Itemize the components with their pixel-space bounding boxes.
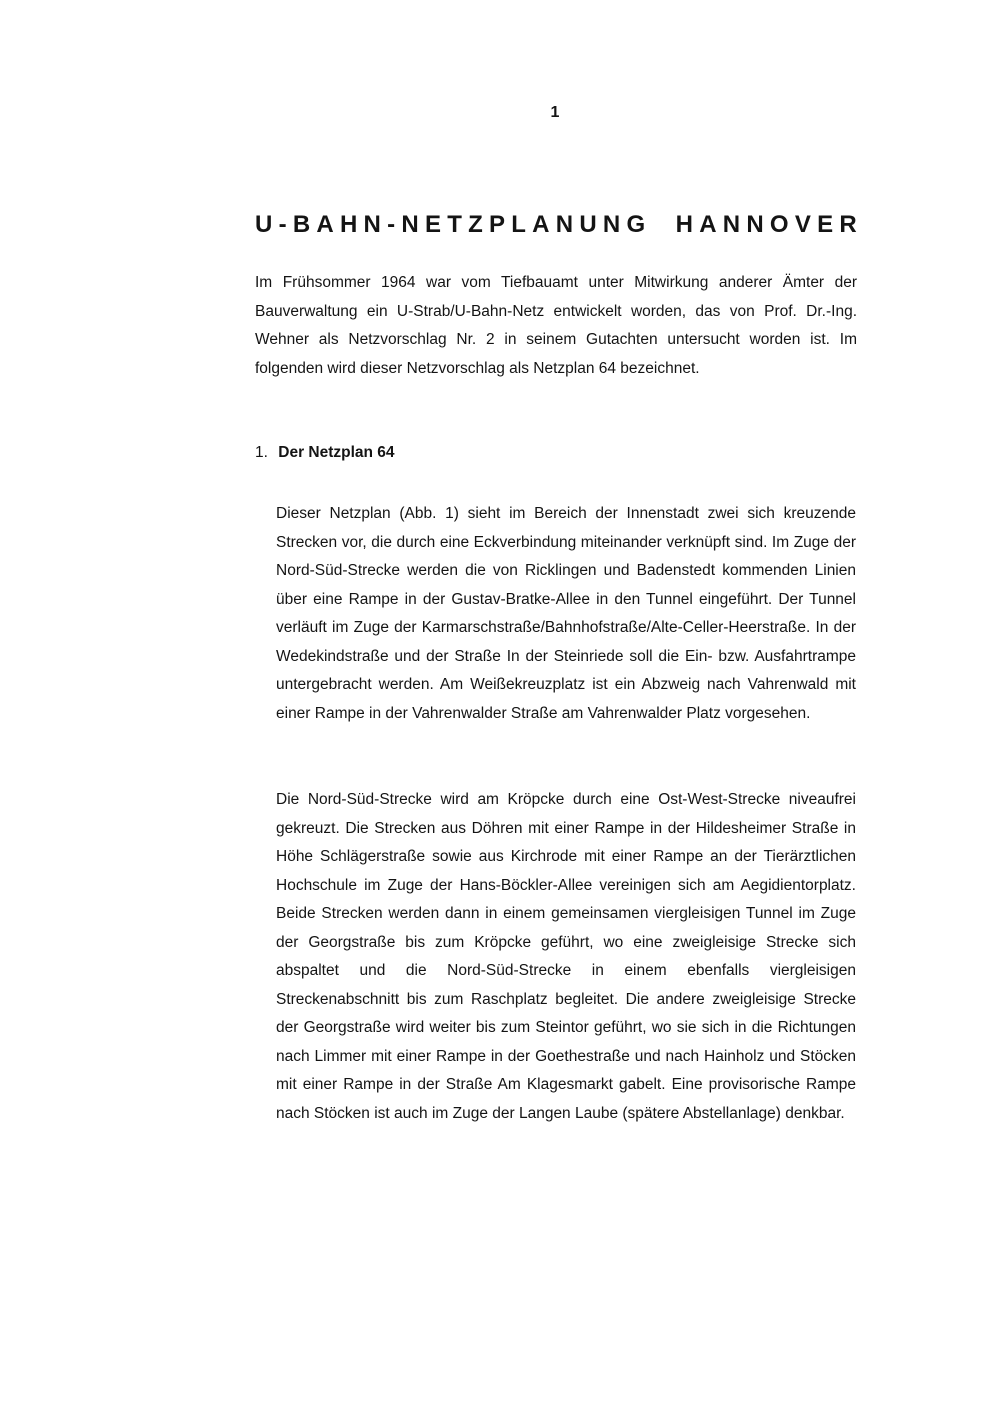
title-letter: U [255, 211, 273, 238]
title-letter: H [339, 211, 358, 238]
title-letter: N [401, 211, 419, 238]
title-letter: N [722, 211, 741, 238]
title-letter: A [316, 211, 334, 238]
title-word-gap [651, 210, 669, 240]
title-letter: U [579, 211, 597, 238]
title-letter: O [769, 211, 789, 238]
title-letter: T [447, 211, 462, 238]
title-letter: E [424, 211, 441, 238]
title-letter: R [839, 211, 857, 238]
title-letter: N [555, 211, 574, 238]
title-letter: N [602, 211, 621, 238]
section-number: 1. [255, 444, 268, 461]
title-letter: - [387, 211, 396, 238]
title-letter: V [794, 211, 811, 238]
title-letter: P [489, 211, 506, 238]
section-heading [255, 441, 395, 465]
title-letter: Z [468, 211, 483, 238]
title-letter: A [699, 211, 717, 238]
intro-paragraph: Im Frühsommer 1964 war vom Tiefbauamt unter Mitwirkung anderer Ämter der Bauverwaltung ein U-Strab/U-Bahn-Netz entwickelt worden, das von Prof. Dr.-Ing. Wehner als Netzvorschlag Nr. 2 in seinem Gutachten untersucht worden ist. Im folgenden wird dieser Netzvorschlag als Netzplan 64 bezeichnet. [255, 274, 857, 377]
body-paragraph: Die Nord-Süd-Strecke wird am Kröpcke durch eine Ost-West-Strecke niveaufrei gekreuzt. Die Strecken aus Döhren mit einer Rampe in der Hildesheimer Straße in Höhe Schlägerstraße sowie aus Kirchrode mit einer Rampe an der Tierärztlichen Hochschule im Zuge der Hans-Böckler-Allee vereinigen sich am Aegidientorplatz. Beide Strecken werden dann in einem gemeinsamen viergleisigen Tunnel im Zuge der Georgstraße bis zum Kröpcke geführt, wo eine zweigleisige Strecke sich abspaltet und die Nord-Süd-Strecke in einem ebenfalls viergleisigen Streckenabschnitt bis zum Raschplatz begleitet. Die andere zweigleisige Strecke der Georgstraße wird weiter bis zum Steintor geführt, wo sie sich in die Richtungen nach Limmer mit einer Rampe in der Goethestraße und nach Hainholz und Stöcken mit einer Rampe in der Straße Am Klagesmarkt gabelt. Eine provisorische Rampe nach Stöcken ist auch im Zuge der Langen Laube (spätere Abstellanlage) denkbar. [276, 791, 856, 1122]
title-letter: E [817, 211, 834, 238]
body-paragraph: Dieser Netzplan (Abb. 1) sieht im Bereich der Innenstadt zwei sich kreuzende Strecken vor, die durch eine Eckverbindung miteinander verknüpft sind. Im Zuge der Nord-Süd-Strecke werden die von Ricklingen und Badenstedt kommenden Linien über eine Rampe in der Gustav-Bratke-Allee in den Tunnel eingeführt. Der Tunnel verläuft im Zuge der Karmarschstraße/Bahnhofstraße/Alte-Celler-Heerstraße. In der Wedekindstraße und der Straße In der Steinriede soll die Ein- bzw. Ausfahrtrampe untergebracht werden. Am Weißekreuzplatz ist ein Abzweig nach Vahrenwald mit einer Rampe in der Vahrenwalder Straße am Vahrenwalder Platz vorgesehen. [276, 505, 856, 722]
title-letter: L [511, 211, 526, 238]
title-letter: A [532, 211, 550, 238]
title-letter: - [278, 211, 287, 238]
title-letter: N [746, 211, 764, 238]
page-number: 1 [550, 104, 560, 121]
section-title: Der Netzplan 64 [278, 444, 395, 461]
title-letter: G [626, 211, 646, 238]
title-letter: B [292, 211, 311, 238]
title-letter: H [675, 211, 693, 238]
document-title [255, 210, 857, 240]
title-letter: N [363, 211, 381, 238]
